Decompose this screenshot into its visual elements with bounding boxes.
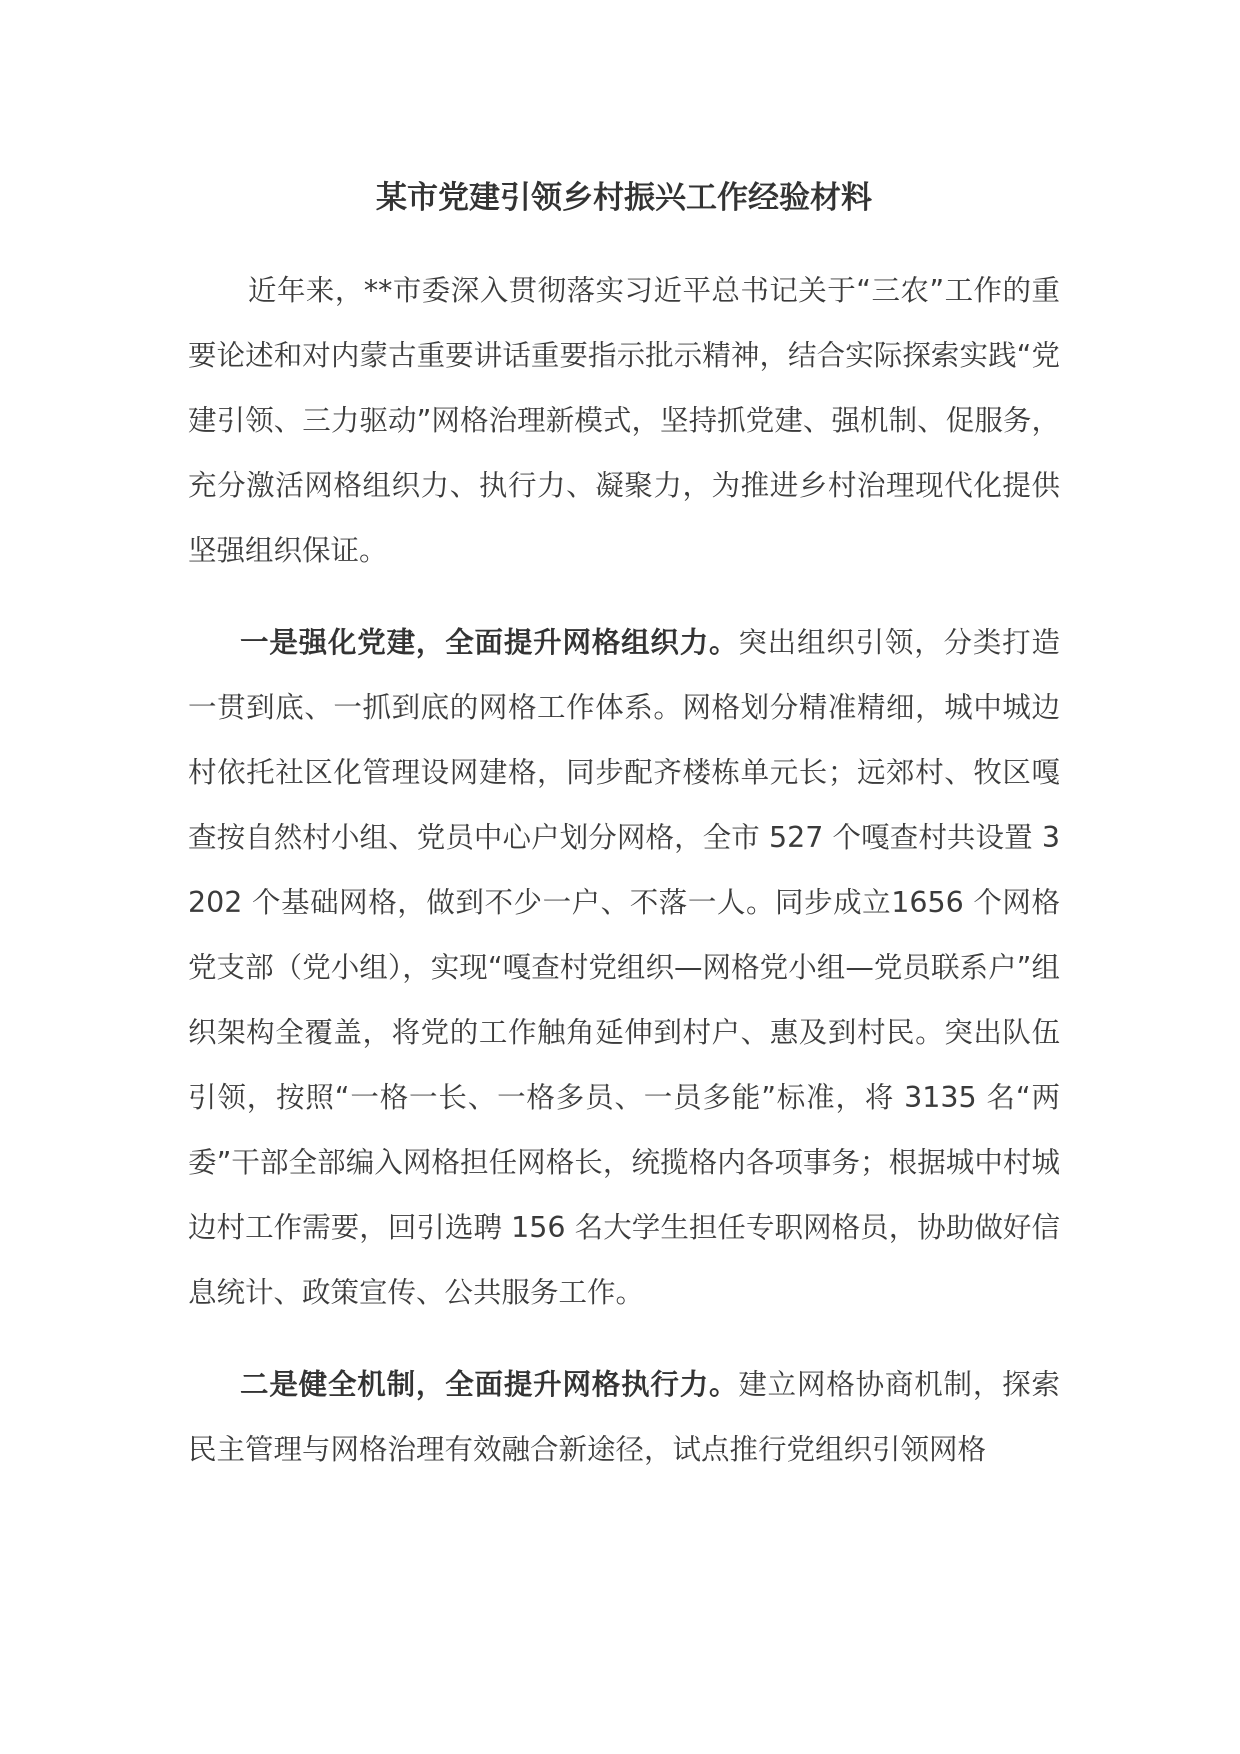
document-page — [188, 0, 1060, 1482]
section-body-2: 建立网格协商机制，探索民主管理与网格治理有效融合新途径，试点推行党组织引领网格 — [188, 1368, 1060, 1466]
intro-paragraph: 近年来，**市委深入贯彻落实习近平总书记关于“三农”工作的重要论述和对内蒙古重要讲话重要指示批示精神，结合实际探索实践“党建引领、三力驱动”网格治理新模式，坚持抓党建、强机制、促服务，充分激活网格组织力、执行力、凝聚力，为推进乡村治理现代化提供坚强组织保证。 — [188, 274, 1060, 567]
section-heading-2: 二是健全机制，全面提升网格执行力。 — [240, 1368, 739, 1401]
section-paragraph-2 — [188, 1352, 1060, 1482]
section-paragraph-1 — [188, 610, 1060, 1325]
section-body-1: 突出组织引领，分类打造一贯到底、一抓到底的网格工作体系。网格划分精准精细，城中城边村依托社区化管理设网建格，同步配齐楼栋单元长；远郊村、牧区嘎查按自然村小组、党员中心户划分网格，全市 527 个嘎查村共设置 3202 个基础网格，做到不少一户、不落一人。同步成立1656 个网格党支部（党小组），实现“嘎查村党组织—网格党小组—党员联系户”组织架构全覆盖，将党的工作触角延伸到村户、惠及到村民。突出队伍引领，按照“一格一长、一格多员、一员多能”标准，将 3135 名“两委”干部全部编入网格担任网格长，统揽格内各项事务；根据城中村城边村工作需要，回引选聘 156 名大学生担任专职网格员，协助做好信息统计、政策宣传、公共服务工作。 — [188, 626, 1060, 1309]
document-title: 某市党建引领乡村振兴工作经验材料 — [376, 180, 872, 216]
section-heading-1: 一是强化党建，全面提升网格组织力。 — [240, 626, 739, 659]
